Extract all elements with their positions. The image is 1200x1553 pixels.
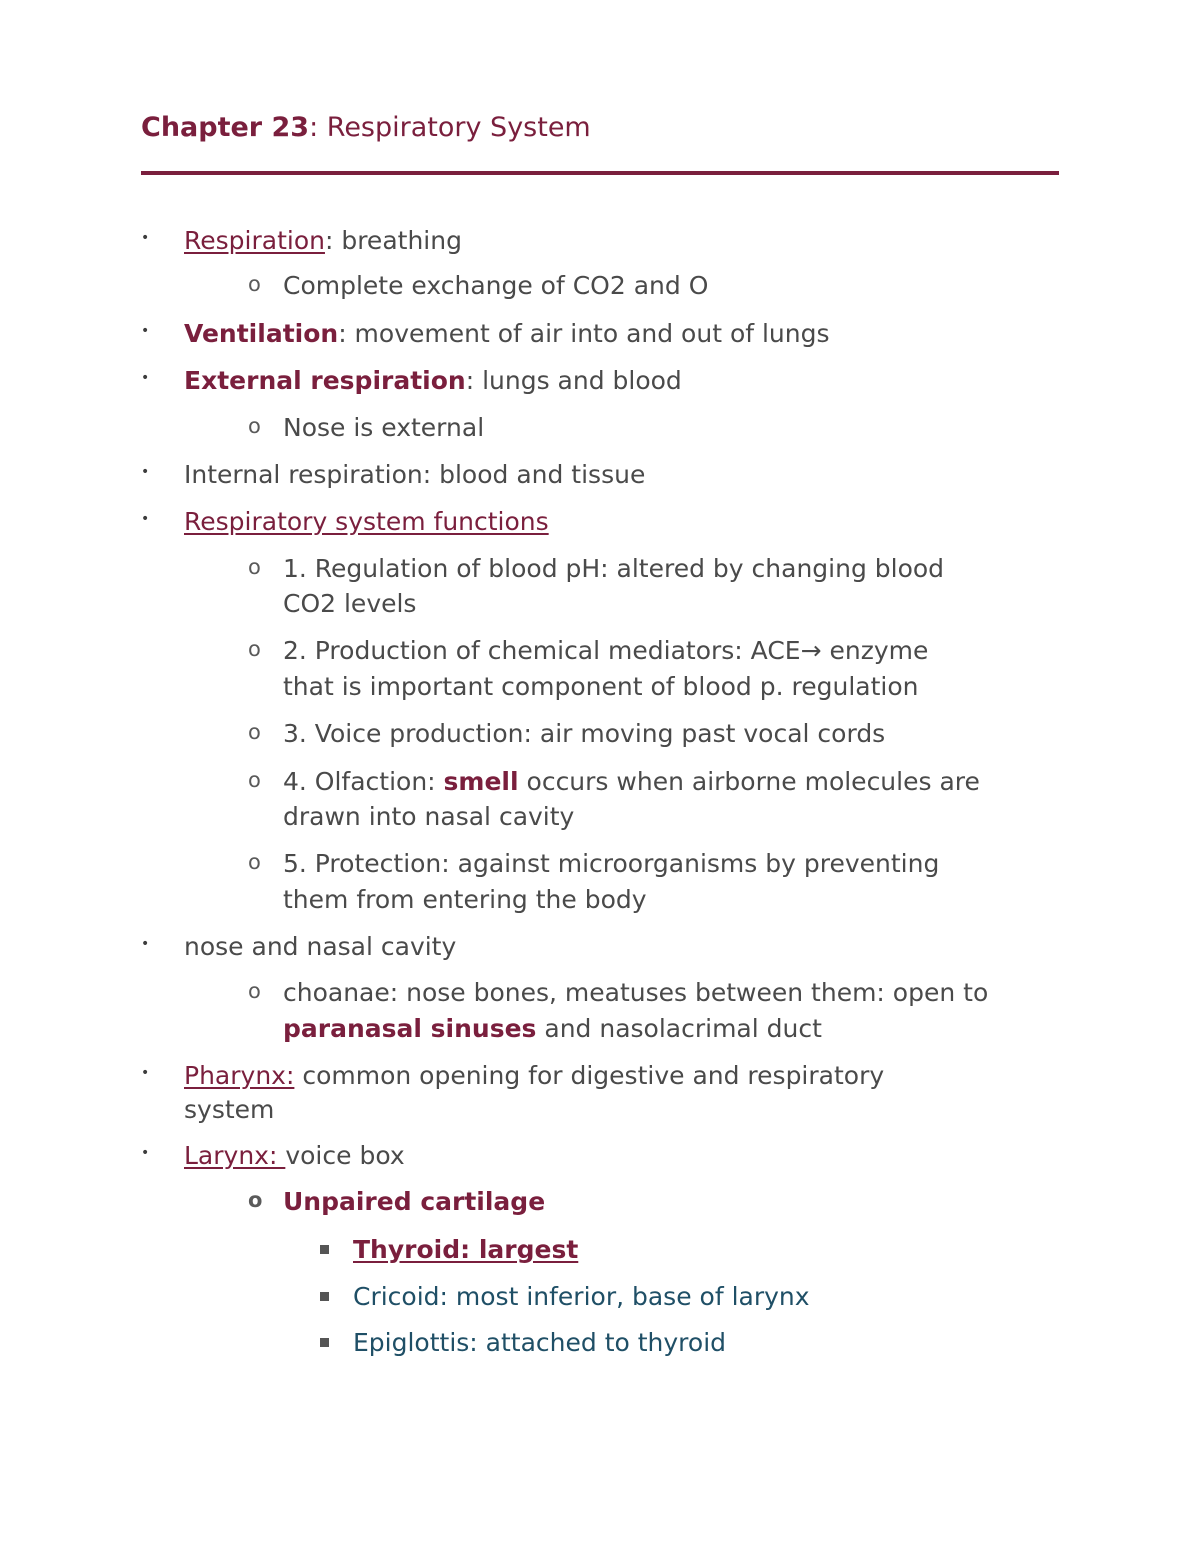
list-subitem: Complete exchange of CO2 and O <box>283 271 709 300</box>
bullet-icon: • <box>141 230 150 246</box>
term-pharynx: Pharynx: <box>184 1061 295 1090</box>
function-item-cont: CO2 levels <box>283 589 417 618</box>
bullet-icon: • <box>141 370 150 386</box>
list-item-respiration <box>184 223 462 259</box>
def-larynx: voice box <box>285 1141 405 1170</box>
function-item: 5. Protection: against microorganisms by preventing <box>283 849 940 878</box>
function-item-cont: drawn into nasal cavity <box>283 802 575 831</box>
circle-bullet-icon: o <box>248 850 261 874</box>
list-item-pharynx <box>184 1058 884 1094</box>
function-item: 3. Voice production: air moving past vocal cords <box>283 719 886 748</box>
term-larynx: Larynx: <box>184 1141 286 1170</box>
bullet-icon: • <box>141 323 150 339</box>
cartilage-epiglottis: Epiglottis: attached to thyroid <box>353 1328 727 1357</box>
def-pharynx: common opening for digestive and respiratory <box>294 1061 885 1090</box>
cartilage-cricoid: Cricoid: most inferior, base of larynx <box>353 1282 810 1311</box>
function-item-cont: that is important component of blood p. regulation <box>283 672 919 701</box>
def-ventilation: : movement of air into and out of lungs <box>338 319 830 348</box>
function-item-cont: them from entering the body <box>283 885 647 914</box>
title-divider <box>141 171 1059 175</box>
cartilage-thyroid: Thyroid: largest <box>353 1235 579 1264</box>
list-subitem: choanae: nose bones, meatuses between them: open to <box>283 978 989 1007</box>
function-item: 2. Production of chemical mediators: ACE→ enzyme <box>283 636 929 665</box>
choanae-post: and nasolacrimal duct <box>536 1014 822 1043</box>
term-external: External respiration <box>184 366 466 395</box>
circle-bullet-icon: o <box>248 637 261 661</box>
square-bullet-icon <box>320 1338 329 1347</box>
square-bullet-icon <box>320 1245 329 1254</box>
func4-post: occurs when airborne molecules are <box>518 767 980 796</box>
bullet-icon: • <box>141 1065 150 1081</box>
term-ventilation: Ventilation <box>184 319 339 348</box>
circle-bullet-icon: o <box>248 720 261 744</box>
term-respiration: Respiration <box>184 226 325 255</box>
circle-bullet-icon: o <box>248 1188 263 1212</box>
title-rest: : Respiratory System <box>309 112 591 143</box>
def-external: : lungs and blood <box>465 366 682 395</box>
bullet-icon: • <box>141 1145 150 1161</box>
function-item <box>283 764 980 800</box>
bullet-icon: • <box>141 464 150 480</box>
term-paranasal: paranasal sinuses <box>283 1014 537 1043</box>
list-item-external <box>184 363 682 399</box>
circle-bullet-icon: o <box>248 414 261 438</box>
square-bullet-icon <box>320 1292 329 1301</box>
def-respiration: : breathing <box>324 226 462 255</box>
func4-pre: 4. Olfaction: <box>283 767 444 796</box>
list-item-internal: Internal respiration: blood and tissue <box>184 460 646 489</box>
function-item: 1. Regulation of blood pH: altered by changing blood <box>283 554 945 583</box>
functions-heading: Respiratory system functions <box>184 507 549 536</box>
unpaired-cartilage-heading: Unpaired cartilage <box>283 1187 546 1216</box>
list-item-ventilation <box>184 316 830 352</box>
list-subitem: Nose is external <box>283 413 485 442</box>
circle-bullet-icon: o <box>248 272 261 296</box>
list-item-nose: nose and nasal cavity <box>184 932 457 961</box>
title-lead: Chapter 23 <box>141 112 310 143</box>
circle-bullet-icon: o <box>248 555 261 579</box>
circle-bullet-icon: o <box>248 979 261 1003</box>
bullet-icon: • <box>141 936 150 952</box>
list-item-pharynx-cont: system <box>184 1095 275 1124</box>
bullet-icon: • <box>141 511 150 527</box>
term-smell: smell <box>443 767 519 796</box>
circle-bullet-icon: o <box>248 768 261 792</box>
list-subitem-cont <box>283 1011 822 1047</box>
list-item-larynx <box>184 1138 405 1174</box>
page-title <box>141 112 591 143</box>
